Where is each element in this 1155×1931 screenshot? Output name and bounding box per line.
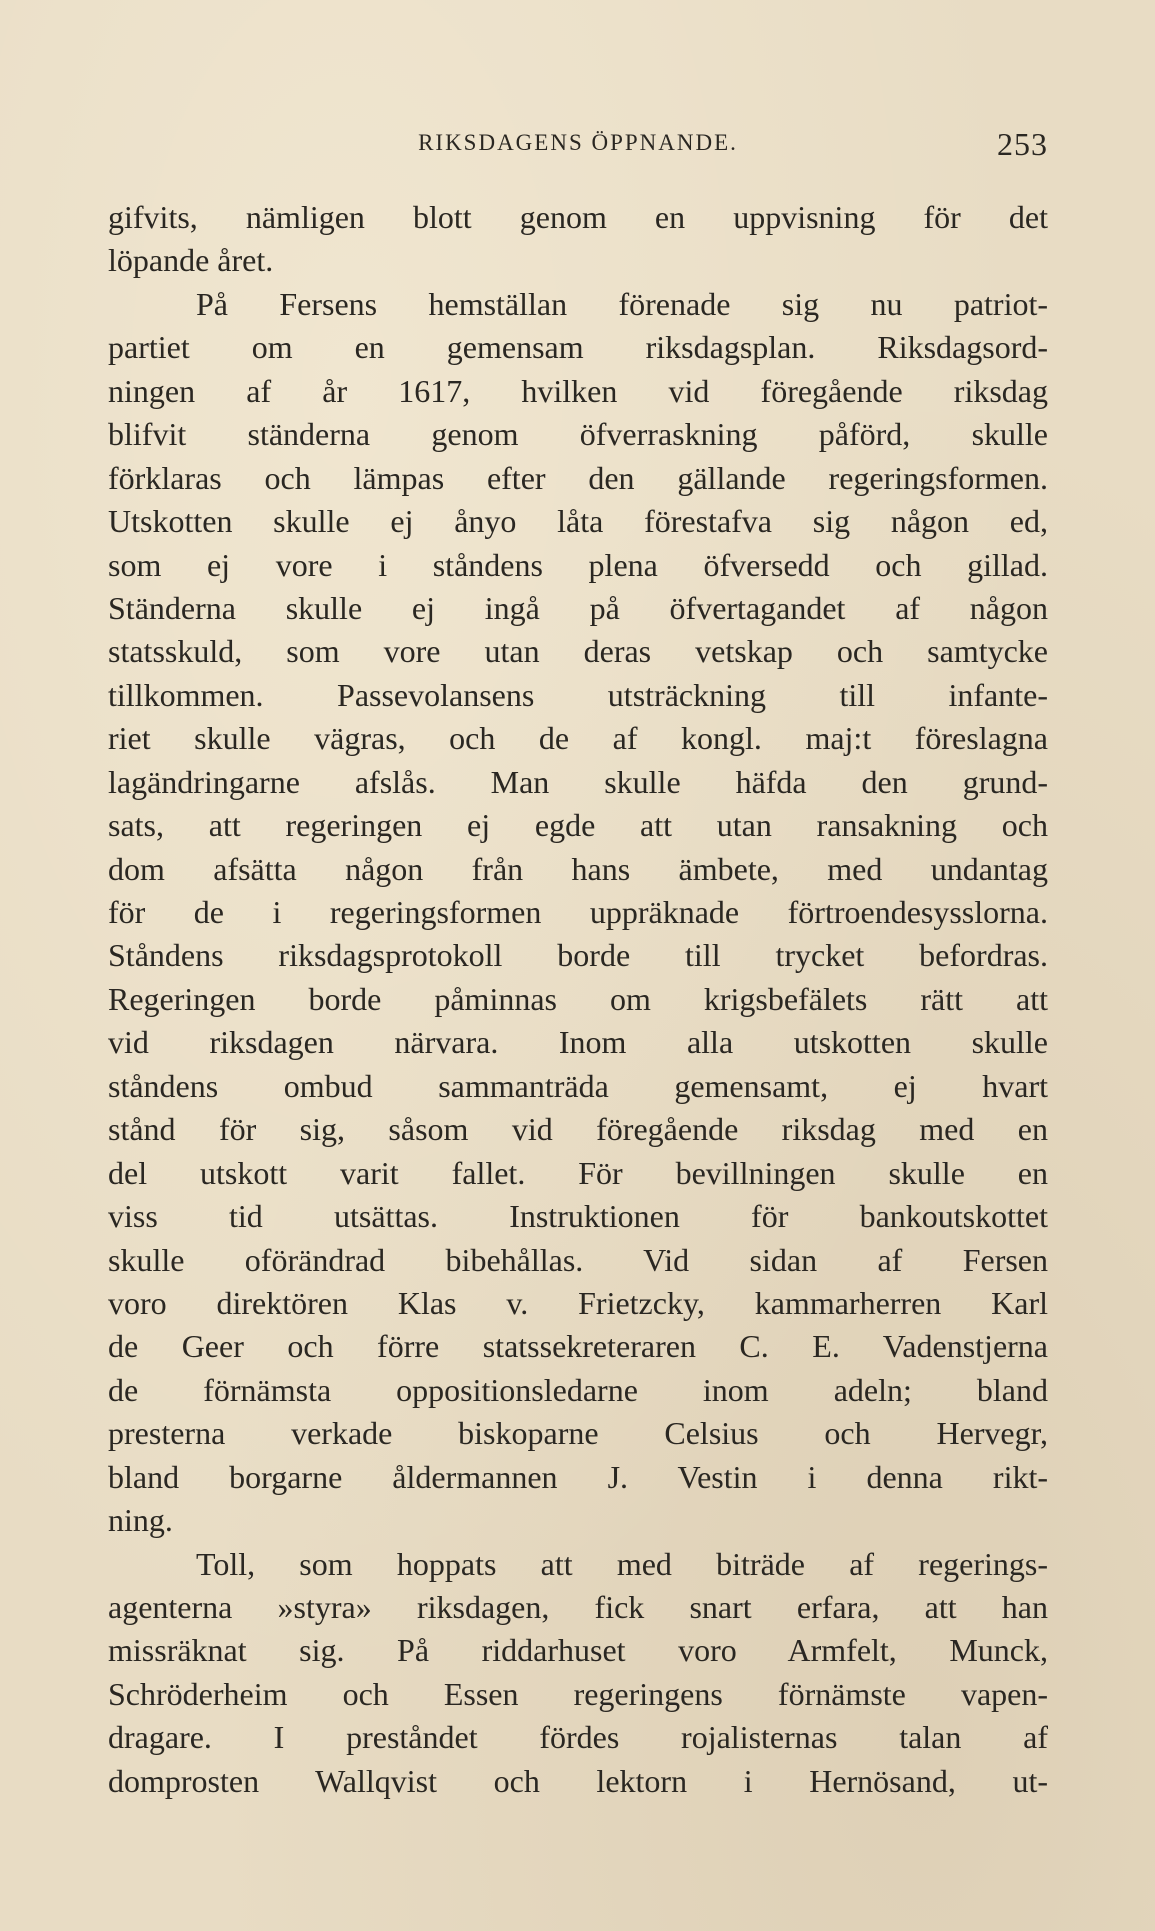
text-line: som ej vore i ståndens plena öfversedd och gillad.: [108, 546, 1048, 583]
text-line: På Fersens hemställan förenade sig nu patriot-: [196, 285, 1048, 322]
text-line: lagändringarne afslås. Man skulle häfda den grund-: [108, 763, 1048, 800]
text-line: Ständerna skulle ej ingå på öfvertagandet af någon: [108, 589, 1048, 626]
text-line: Toll, som hoppats att med biträde af regerings-: [196, 1545, 1048, 1582]
text-line: viss tid utsättas. Instruktionen för bankoutskottet: [108, 1198, 1048, 1235]
running-title: RIKSDAGENS ÖPPNANDE.: [418, 130, 738, 155]
text-line: dom afsätta någon från hans ämbete, med undantag: [108, 850, 1048, 887]
text-line: ning.: [108, 1502, 173, 1539]
text-line: Schröderheim och Essen regeringens förnämste vapen-: [108, 1675, 1048, 1712]
text-line: de Geer och förre statssekreteraren C. E. Vadenstjerna: [108, 1328, 1048, 1365]
running-head: [108, 126, 1048, 166]
text-line: domprosten Wallqvist och lektorn i Hernösand, ut-: [108, 1762, 1048, 1799]
text-line: gifvits, nämligen blott genom en uppvisning för det: [108, 199, 1048, 235]
text-line: stånd för sig, såsom vid föregående riksdag med en: [108, 1111, 1048, 1148]
text-line: ningen af år 1617, hvilken vid föregående riksdag: [108, 372, 1048, 409]
text-line: presterna verkade biskoparne Celsius och Hervegr,: [108, 1415, 1048, 1452]
text-line: tillkommen. Passevolansens utsträckning till infante-: [108, 676, 1048, 713]
text-line: Utskotten skulle ej ånyo låta förestafva sig någon ed,: [108, 503, 1048, 540]
text-line: skulle oförändrad bibehållas. Vid sidan af Fersen: [108, 1241, 1048, 1278]
text-line: agenterna »styra» riksdagen, fick snart erfara, att han: [108, 1589, 1048, 1625]
text-line: bland borgarne åldermannen J. Vestin i denna rikt-: [108, 1458, 1048, 1495]
text-line: riet skulle vägras, och de af kongl. maj:t föreslagna: [108, 720, 1048, 757]
text-line: dragare. I preståndet fördes rojalisternas talan af: [108, 1719, 1048, 1756]
text-line: Regeringen borde påminnas om krigsbefälets rätt att: [108, 980, 1048, 1017]
text-line: statsskuld, som vore utan deras vetskap och samtycke: [108, 633, 1048, 670]
text-line: del utskott varit fallet. För bevillningen skulle en: [108, 1154, 1048, 1191]
text-line: ståndens ombud sammanträda gemensamt, ej hvart: [108, 1067, 1048, 1104]
text-line: blifvit ständerna genom öfverraskning påförd, skulle: [108, 416, 1048, 453]
text-line: partiet om en gemensam riksdagsplan. Riksdagsord-: [108, 329, 1048, 366]
text-line: Ståndens riksdagsprotokoll borde till trycket befordras.: [108, 937, 1048, 974]
text-line: voro direktören Klas v. Frietzcky, kammarherren Karl: [108, 1284, 1048, 1321]
text-line: missräknat sig. På riddarhuset voro Armfelt, Munck,: [108, 1632, 1048, 1669]
text-line: de förnämsta oppositionsledarne inom adeln; bland: [108, 1371, 1048, 1408]
text-line: vid riksdagen närvara. Inom alla utskotten skulle: [108, 1024, 1048, 1061]
text-line: sats, att regeringen ej egde att utan ransakning och: [108, 807, 1048, 844]
text-line: löpande året.: [108, 242, 274, 279]
body-text: [108, 196, 1048, 1803]
text-line: för de i regeringsformen uppräknade förtroendesysslorna.: [108, 894, 1048, 930]
page-number: 253: [997, 126, 1048, 162]
text-line: förklaras och lämpas efter den gällande regeringsformen.: [108, 459, 1048, 496]
